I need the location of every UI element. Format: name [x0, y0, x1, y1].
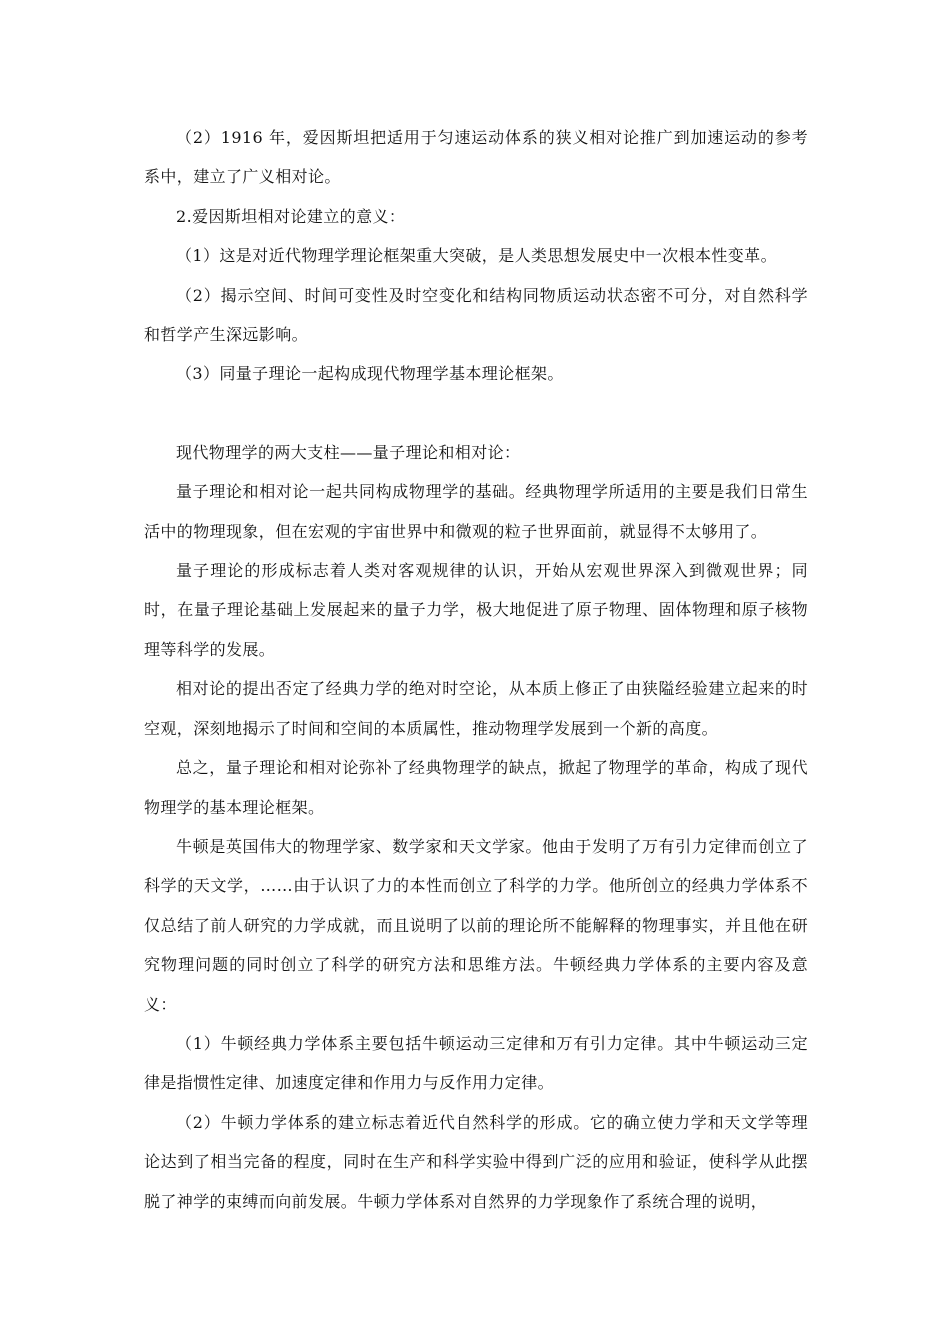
paragraph-quantum-theory: 量子理论的形成标志着人类对客观规律的认识，开始从宏观世界深入到微观世界；同时，在量子理论基础上发展起来的量子力学，极大地促进了原子物理、固体物理和原子核物理等科学的发展。 — [144, 561, 808, 659]
paragraph-newton-1: （1）牛顿经典力学体系主要包括牛顿运动三定律和万有引力定律。其中牛顿运动三定律是指惯性定律、加速度定律和作用力与反作用力定律。 — [144, 1033, 808, 1093]
paragraph-significance-2: （2）揭示空间、时间可变性及时空变化和结构同物质运动状态密不可分，对自然科学和哲学产生深远影响。 — [144, 285, 808, 345]
paragraph-general-relativity: （2）1916 年，爱因斯坦把适用于匀速运动体系的狭义相对论推广到加速运动的参考系中，建立了广义相对论。 — [144, 128, 808, 187]
paragraph-significance-1: （1）这是对近代物理学理论框架重大突破，是人类思想发展史中一次根本性变革。 — [176, 246, 777, 266]
paragraph-foundation: 量子理论和相对论一起共同构成物理学的基础。经典物理学所适用的主要是我们日常生活中的物理现象，但在宏观的宇宙世界中和微观的粒子世界面前，就显得不太够用了。 — [144, 482, 808, 541]
document-body — [144, 118, 808, 1221]
paragraph-newton-2: （2）牛顿力学体系的建立标志着近代自然科学的形成。它的确立使力学和天文学等理论达到了相当完备的程度，同时在生产和科学实验中得到广泛的应用和验证，使科学从此摆脱了神学的束缚而向前发展。牛顿力学体系对自然界的力学现象作了系统合理的说明， — [144, 1112, 808, 1211]
paragraph-relativity: 相对论的提出否定了经典力学的绝对时空论，从本质上修正了由狭隘经验建立起来的时空观，深刻地揭示了时间和空间的本质属性，推动物理学发展到一个新的高度。 — [144, 679, 808, 738]
paragraph-summary: 总之，量子理论和相对论弥补了经典物理学的缺点，掀起了物理学的革命，构成了现代物理学的基本理论框架。 — [144, 758, 808, 817]
paragraph-significance-3: （3）同量子理论一起构成现代物理学基本理论框架。 — [176, 364, 564, 384]
paragraph-newton-intro: 牛顿是英国伟大的物理学家、数学家和天文学家。他由于发明了万有引力定律而创立了科学的天文学，……由于认识了力的本性而创立了科学的力学。他所创立的经典力学体系不仅总结了前人研究的力学成就，而且说明了以前的理论所不能解释的物理事实，并且他在研究物理问题的同时创立了科学的研究方法和思维方法。牛顿经典力学体系的主要内容及意义： — [144, 836, 808, 1014]
heading-relativity-significance: 2.爱因斯坦相对论建立的意义： — [176, 206, 406, 226]
heading-two-pillars: 现代物理学的两大支柱——量子理论和相对论： — [176, 442, 521, 462]
